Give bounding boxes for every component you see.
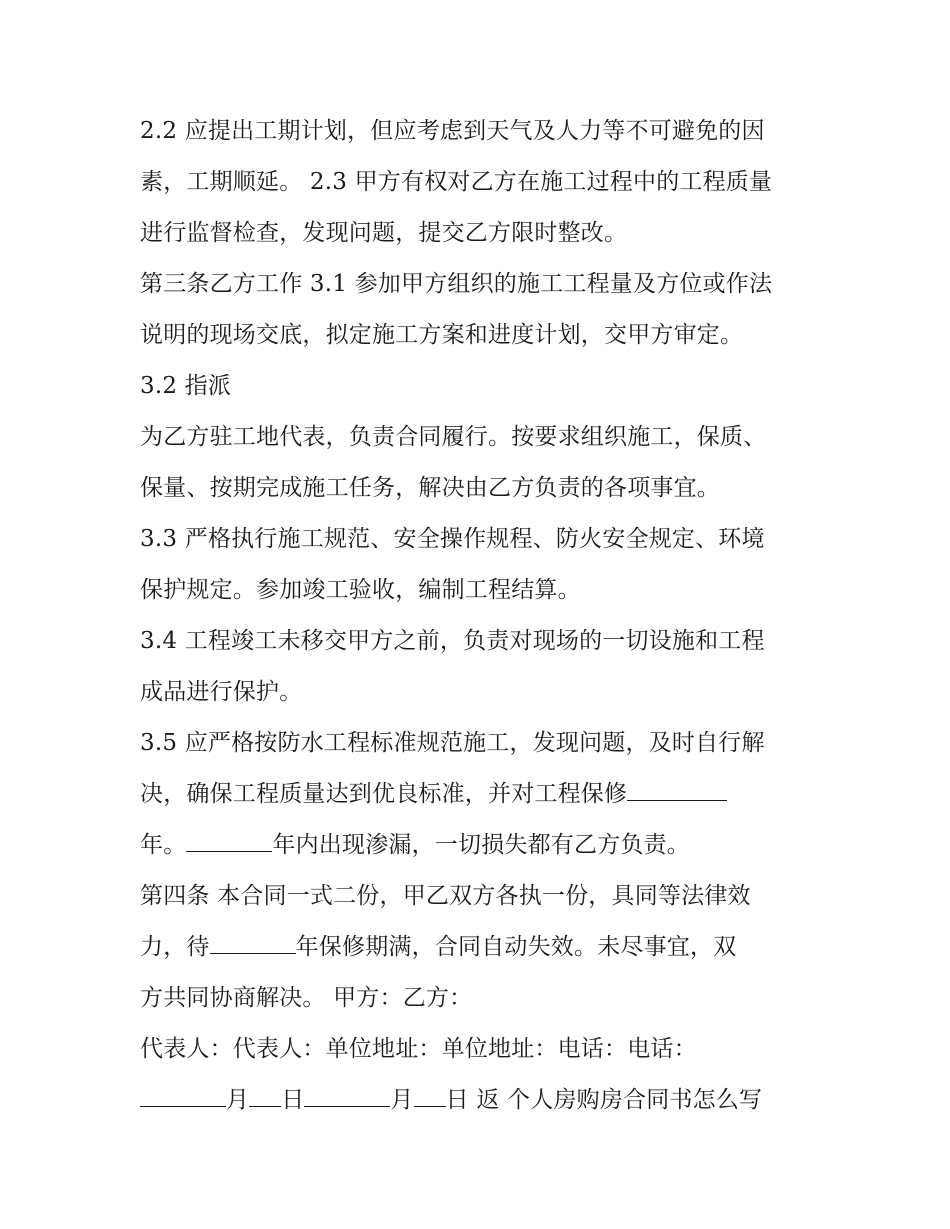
party-a-day-blank	[249, 1088, 281, 1107]
representatives-line: 代表人：代表人：单位地址：单位地址：电话：电话：	[140, 1036, 697, 1062]
text-line: 保量、按期完成施工任务，解决由乙方负责的各项事宜。	[140, 475, 720, 501]
month-label: 月	[390, 1087, 414, 1113]
expiry-prefix: 力，待	[140, 934, 210, 960]
text-line: 3.3 严格执行施工规范、安全操作规程、防火安全规定、环境	[140, 526, 765, 552]
leak-line	[140, 820, 820, 871]
warranty-line	[140, 769, 820, 820]
warranty-text: 决，确保工程质量达到优良标准，并对工程保修	[140, 781, 628, 807]
warranty-years-blank	[627, 782, 727, 801]
text-line: 3.5 应严格按防水工程标准规范施工，发现问题，及时自行解	[140, 730, 765, 756]
leak-suffix: 年内出现渗漏，一切损失都有乙方负责。	[272, 832, 691, 858]
text-line: 保护规定。参加竣工验收，编制工程结算。	[140, 577, 581, 603]
closing-line: 方共同协商解决。 甲方：乙方：	[140, 985, 473, 1011]
text-line: 说明的现场交底，拟定施工方案和进度计划，交甲方审定。	[140, 322, 744, 348]
text-line: 3.2 指派	[140, 373, 232, 399]
text-line: 为乙方驻工地代表，负责合同履行。按要求组织施工，保质、	[140, 424, 767, 450]
leak-prefix: 年。	[140, 832, 187, 858]
text-line: 进行监督检查，发现问题，提交乙方限时整改。	[140, 220, 628, 246]
day-label: 日	[445, 1087, 469, 1113]
expiry-years-blank	[210, 935, 296, 954]
leak-years-blank	[186, 833, 272, 852]
party-b-year-blank	[304, 1088, 390, 1107]
text-line: 成品进行保护。	[140, 679, 303, 705]
expiry-line	[140, 922, 820, 973]
party-b-day-blank	[414, 1088, 446, 1107]
month-label: 月	[226, 1087, 250, 1113]
text-line: 2.2 应提出工期计划，但应考虑到天气及人力等不可避免的因	[140, 118, 765, 144]
footer-link-text: 返 个人房购房合同书怎么写	[476, 1087, 763, 1113]
date-line	[140, 1075, 820, 1126]
document-page	[140, 106, 820, 1126]
day-label: 日	[281, 1087, 305, 1113]
article-4-line: 第四条 本合同一式二份，甲乙双方各执一份，具同等法律效	[140, 883, 751, 909]
text-line: 素，工期顺延。 2.3 甲方有权对乙方在施工过程中的工程质量	[140, 169, 773, 195]
expiry-suffix: 年保修期满，合同自动失效。未尽事宜，双	[295, 934, 737, 960]
text-line: 3.4 工程竣工未移交甲方之前，负责对现场的一切设施和工程	[140, 628, 765, 654]
party-a-year-blank	[140, 1088, 226, 1107]
text-line: 第三条乙方工作 3.1 参加甲方组织的施工工程量及方位或作法	[140, 271, 773, 297]
